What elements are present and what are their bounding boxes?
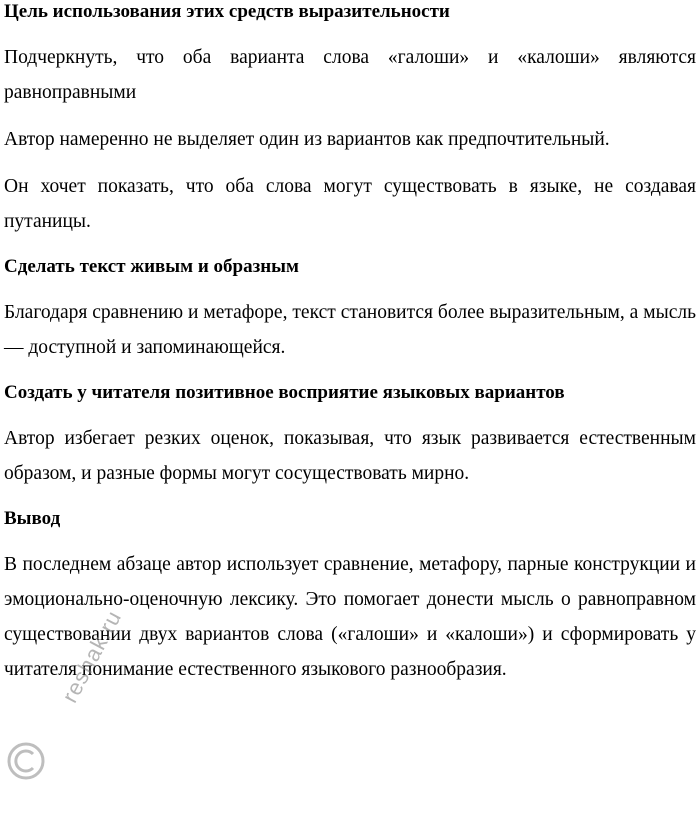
section-heading-positive: Создать у читателя позитивное восприятие языковых вариантов [4, 382, 565, 403]
paragraph: Благодаря сравнению и метафоре, текст становится более выразительным, а мысль — доступной и запоминающейся. [4, 302, 696, 358]
section-heading-purpose: Цель использования этих средств выразительности [4, 1, 450, 22]
paragraph: В последнем абзаце автор использует сравнение, метафору, парные конструкции и эмоционально-оценочную лексику. Это помогает донести мысль о равноправном существовании двух вариантов слова («галоши» и «калоши») и сформировать у читателя понимание естественного языкового разнообразия. [4, 554, 696, 680]
section-heading-conclusion: Вывод [4, 508, 61, 529]
paragraph: Автор избегает резких оценок, показывая, что язык развивается естественным образом, и разные формы могут сосуществовать мирно. [4, 428, 696, 484]
paragraph: Подчеркнуть, что оба варианта слова «галоши» и «калоши» являются равноправными [4, 47, 696, 103]
section-heading-vivid: Сделать текст живым и образным [4, 256, 299, 277]
paragraph: Автор намеренно не выделяет один из вариантов как предпочтительный. [4, 129, 610, 150]
paragraph: Он хочет показать, что оба слова могут существовать в языке, не создавая путаницы. [4, 176, 696, 232]
watermark-text: reshak.ru [57, 606, 127, 707]
document-page [4, 0, 696, 687]
